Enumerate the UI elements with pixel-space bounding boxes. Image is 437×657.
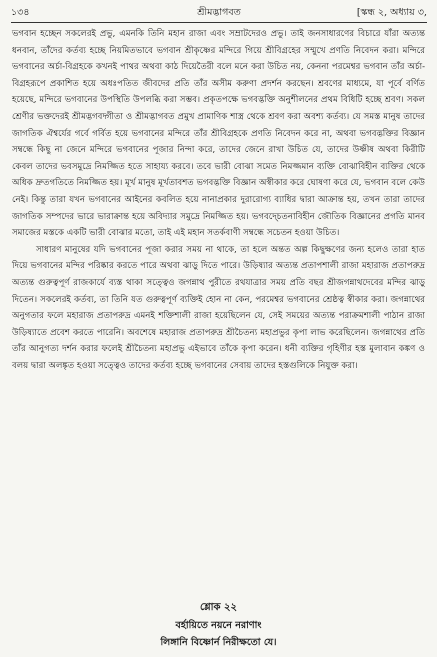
verse-text <box>0 617 437 651</box>
page-number: ১৩৪ <box>11 7 30 18</box>
chapter-reference: [স্কন্ধ ২, অধ্যায় ৩, <box>356 7 427 18</box>
purport-text <box>12 26 425 374</box>
book-title: শ্রীমদ্ভাগবত <box>197 7 241 18</box>
page-header <box>11 4 427 22</box>
paragraph-1: ভগবান হচ্ছেন সকলেরই প্রভু, এমনকি তিনি মহান রাজা এবং সম্রাটদেরও প্রভু। তাই জনসাধারণের বিচারে যাঁরা অত্যন্ত ধনবান, তাঁদের কর্তব্য হচ্ছে নিয়মিতভাবে ভগবান শ্রীকৃষ্ণের মন্দিরে গিয়ে শ্রীবিগ্রহের সম্মুখে প্রণতি নিবেদন করা। মন্দিরে ভগবানের অর্চা-বিগ্রহকে কখনই পাথর অথবা কাঠ দিয়েতৈরী বলে মনে করা উচিত নয়, কেননা পরমেশ্বর ভগবান তাঁর অর্চা-বিগ্রহরূপে প্রকাশিত হয়ে অধঃপতিত জীবদের প্রতি তাঁর অসীম করুণা প্রদর্শন করছেন। শ্রবণের মাধ্যমে, যা পূর্বে বর্ণিত হয়েছে, মন্দিরে ভগবানের উপস্থিতি উপলব্ধি করা সম্ভব। প্রকৃতপক্ষে ভগবদ্ভক্তি অনুশীলনের প্রথম বিধিটি হচ্ছে শ্রবণ। সকল শ্রেণীর ভক্তদেরই শ্রীমদ্ভগবদ্গীতা ও শ্রীমদ্ভাগবত প্রমুখ প্রামাণিক শাস্ত্র থেকে শ্রবণ করা অবশ্য কর্তব্য। যে সমস্ত মানুষ তাদের জাগতিক ঐশ্বর্যের গর্বে গর্বিত হয়ে ভগবানের মন্দিরে তাঁর শ্রীবিগ্রহকে প্রণতি নিবেদন করে না, অথবা ভগবদ্ভক্তির বিজ্ঞান সম্বন্ধে কিছু না জেনে মন্দিরে ভগবানের পূজার নিন্দা করে, তাদের জেনে রাখা উচিত যে, তাদের উষ্ণীষ অথবা কিরীটি কেবল তাদের ভবসমুদ্রে নিমজ্জিত হতে সাহায্য করবে। তবে ভারী বোঝা সমেত নিমজ্জমান ব্যক্তি বোঝাবিহীন ব্যক্তির থেকে অধিক দ্রুতগতিতে নিমজ্জিত হয়। মূর্খ মানুষ মূর্খতাবশত ভগবদ্ভক্তি বিজ্ঞান অস্বীকার করে ঘোষণা করে যে, ভগবান বলে কেউ নেই। কিন্তু তারা যখন ভগবানের আইনের কবলিত হয়ে নানাপ্রকার দুরারোগ্য ব্যাধির দ্বারা আক্রান্ত হয়, তখন তারা তাদের জাগতিক সম্পদের ভারে ভারাক্রান্ত হয়ে অবিদ্যার সমুদ্রে নিমজ্জিত হয়। ভগবদ্চেতনাবিহীন জৌতিক বিজ্ঞানের প্রগতি মানব সমাজের মস্তকে একটি ভারী বোঝার মতো, তাই এই মহান সতর্কবাণী সম্বন্ধে সচেতন হওয়া উচিত। <box>12 29 425 239</box>
header-divider <box>11 22 427 23</box>
verse-line-2: লিঙ্গানি বিষ্ণোর্ন নিরীক্ষতো যে। <box>160 637 277 648</box>
paragraph-2: সাধারণ মানুষের যদি ভগবানের পূজা করার সময় না থাকে, তা হলে অন্তত অল্প কিছুক্ষণের জন্য হলেও তারা হাত দিয়ে ভগবানের মন্দির পরিষ্কার করতে পারে অথবা ঝাড়ু দিতে পারে। উড়িষ্যার অত্যন্ত প্রতাপশালী রাজা মহারাজ প্রতাপরুদ্র অত্যন্ত গুরুত্বপূর্ণ রাজকার্যে ব্যস্ত থাকা সত্ত্বেও জগন্নাথ পুরীতে রথযাত্রার সময় প্রতি বছর শ্রীজগন্নাথদেবের মন্দির ঝাড়ু দিতেন। সকলেরই কর্তব্য, তা তিনি যত গুরুত্বপূর্ণ ব্যক্তিই হোন না কেন, পরমেশ্বর ভগবানের শ্রেষ্ঠত্ব স্বীকার করা। জগন্নাথের অনুগতার ফলে মহারাজ প্রতাপরুদ্র এমনই শক্তিশালী রাজা হয়েছিলেন যে, সেই সময়ের অত্যন্ত পরাক্রমশালী পাঠান রাজা উড়িষ্যাতে প্রবেশ করতে পারেনি। অবশেষে মহারাজ প্রতাপরুদ্র শ্রীচৈতন্য মহাপ্রভুর কৃপা লাভ করেছিলেন। জগন্নাথের প্রতি তাঁর আনুগত্য দর্শন করার ফলেই শ্রীচৈতন্য মহাপ্রভু এইভাবে তাঁকে কৃপা করেন। ধনী ব্যক্তির গৃহিণীর হস্ত মুলাবান কঙ্কণ ও বলয় দ্বারা অলঙ্কৃত হওয়া সত্ত্বেও তাদের কর্তব্য হচ্ছে ভগবানের সেবায় তাদের হস্তগুলিকে নিযুক্ত করা। <box>12 244 425 371</box>
shloka-heading: শ্লোক ২২ <box>200 602 237 613</box>
verse-line-1: বর্হায়িতে নয়নে নরাণাং <box>175 620 262 631</box>
